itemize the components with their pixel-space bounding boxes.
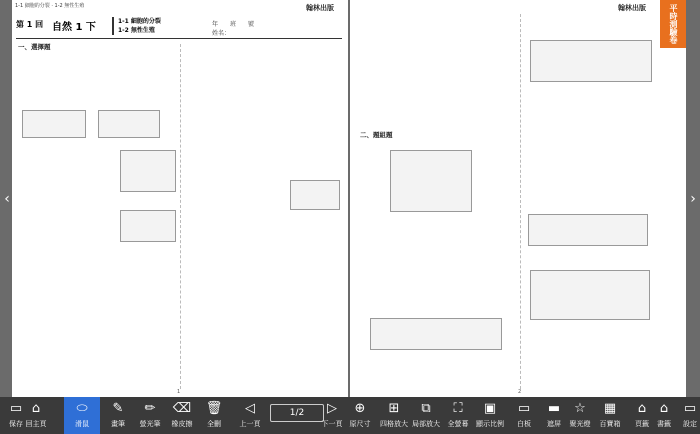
mouse-pointer-icon: ⬭ [76,401,88,416]
toolbar-button-label: 畫筆 [111,420,125,428]
graph-figure [370,318,502,350]
toolbar-button-zoom-ratio[interactable] [476,397,504,434]
page-header: 1-1 細胞的分裂 · 1-2 無性生殖 [15,3,85,9]
toolbar-button-label: 四格放大 [380,420,408,428]
whiteboard-icon: ▭ [517,401,531,416]
chromosome-figure [530,40,652,82]
toolbar-button-tab[interactable] [650,397,678,434]
graph-figure [22,110,86,138]
section-title-choice: 一、選擇題 [18,43,51,51]
toolbar-button-highlighter[interactable] [136,397,164,434]
toolbar-button-label: 顯示比例 [476,420,504,428]
toolbar-button-next-page[interactable] [318,397,346,434]
toolbar-button-pen[interactable] [104,397,132,434]
settings-icon: ▭ [683,401,697,416]
toolbar-button-original-size[interactable] [346,397,374,434]
toolbar-button-quad-zoom[interactable] [380,397,408,434]
bookmark-icon: ⌂ [637,401,647,416]
section-title-group: 二、題組題 [360,131,393,139]
microscope-figure [290,180,340,210]
original-size-icon: ⊕ [354,401,366,416]
toolbar-button-label: 遮屏 [547,420,561,428]
toolbar-button-spotlight[interactable] [566,397,594,434]
page-number-right: 2 [518,389,522,395]
toolbar-button-label: 橡皮擦 [171,420,193,428]
partial-zoom-icon: ⧉ [421,401,431,416]
column-divider [180,44,181,389]
toolbar-button-label: 設定 [683,420,697,428]
toolbar-button-toolbox[interactable] [596,397,624,434]
bottom-toolbar [0,397,700,434]
toolbox-icon: ▦ [603,401,617,416]
page-number-left: 1 [177,389,181,395]
toolbar-button-label: 滑鼠 [75,420,89,428]
home-icon: ⌂ [31,401,41,416]
toolbar-button-prev-page[interactable] [236,397,264,434]
toolbar-button-label: 書籤 [657,420,671,428]
worksheet-page-right [350,0,686,397]
next-spread-arrow-icon[interactable]: › [690,191,696,207]
toolbar-button-label: 全刪 [207,420,221,428]
toolbar-button-label: 保存 [9,420,23,428]
toolbar-button-label: 螢光筆 [139,420,161,428]
student-fields [212,20,254,38]
toolbar-button-label: 全螢幕 [447,420,469,428]
zoom-ratio-icon: ▣ [483,401,497,416]
toolbar-button-screen-cover[interactable] [540,397,568,434]
cell-division-figure [530,270,650,320]
class-field: 年 班 號 [212,21,255,28]
topic-list [112,17,161,35]
toolbar-button-label: 原尺寸 [349,420,371,428]
graph-figure [98,110,160,138]
diagram-figure [390,150,472,212]
lesson-number: 第 1 回 [16,20,44,29]
toolbar-button-home[interactable] [22,397,50,434]
toolbar-button-delete-all[interactable] [200,397,228,434]
topic-2: 1-2 無性生殖 [118,27,155,34]
tab-icon: ⌂ [659,401,669,416]
toolbar-button-fullscreen[interactable] [444,397,472,434]
toolbar-button-label: 下一頁 [321,420,343,428]
side-tab: 平時測驗卷 [660,0,686,48]
column-divider [520,14,521,389]
publisher-brand: 翰林出版 [306,4,334,12]
toolbar-button-label: 局部放大 [412,420,440,428]
quad-zoom-icon: ⊞ [388,401,400,416]
table-figure [528,214,648,246]
topic-1: 1-1 細胞的分裂 [118,18,161,25]
cell-figure [120,210,176,242]
toolbar-button-label: 聚光燈 [569,420,591,428]
prev-spread-arrow-icon[interactable]: ‹ [4,191,10,207]
toolbar-button-partial-zoom[interactable] [412,397,440,434]
spotlight-icon: ☆ [574,401,586,416]
toolbar-button-label: 回主頁 [25,420,47,428]
toolbar-button-eraser[interactable] [168,397,196,434]
eraser-icon: ⌫ [172,401,192,416]
screen-cover-icon: ▬ [547,401,561,416]
worksheet-page-left [12,0,348,397]
toolbar-button-label: 百寶箱 [599,420,621,428]
save-icon: ▭ [9,401,23,416]
page-indicator[interactable]: 1/2 [270,404,324,422]
toolbar-button-whiteboard[interactable] [510,397,538,434]
prev-page-icon: ◁ [245,401,255,416]
toolbar-button-label: 白板 [517,420,531,428]
lesson-bar [16,16,342,39]
toolbar-button-settings[interactable] [676,397,700,434]
fullscreen-icon: ⛶ [453,401,463,416]
cell-figure [120,150,176,192]
delete-all-icon: 🗑 [205,401,223,416]
next-page-icon: ▷ [327,401,337,416]
toolbar-button-label: 上一頁 [239,420,261,428]
name-field: 姓名： [212,30,231,37]
publisher-brand: 翰林出版 [618,4,646,12]
toolbar-button-mouse-pointer[interactable] [64,397,100,434]
toolbar-button-label: 頁籤 [635,420,649,428]
subject-title: 自然 1 下 [52,22,96,33]
pen-icon: ✎ [112,401,124,416]
highlighter-icon: ✏ [144,401,156,416]
